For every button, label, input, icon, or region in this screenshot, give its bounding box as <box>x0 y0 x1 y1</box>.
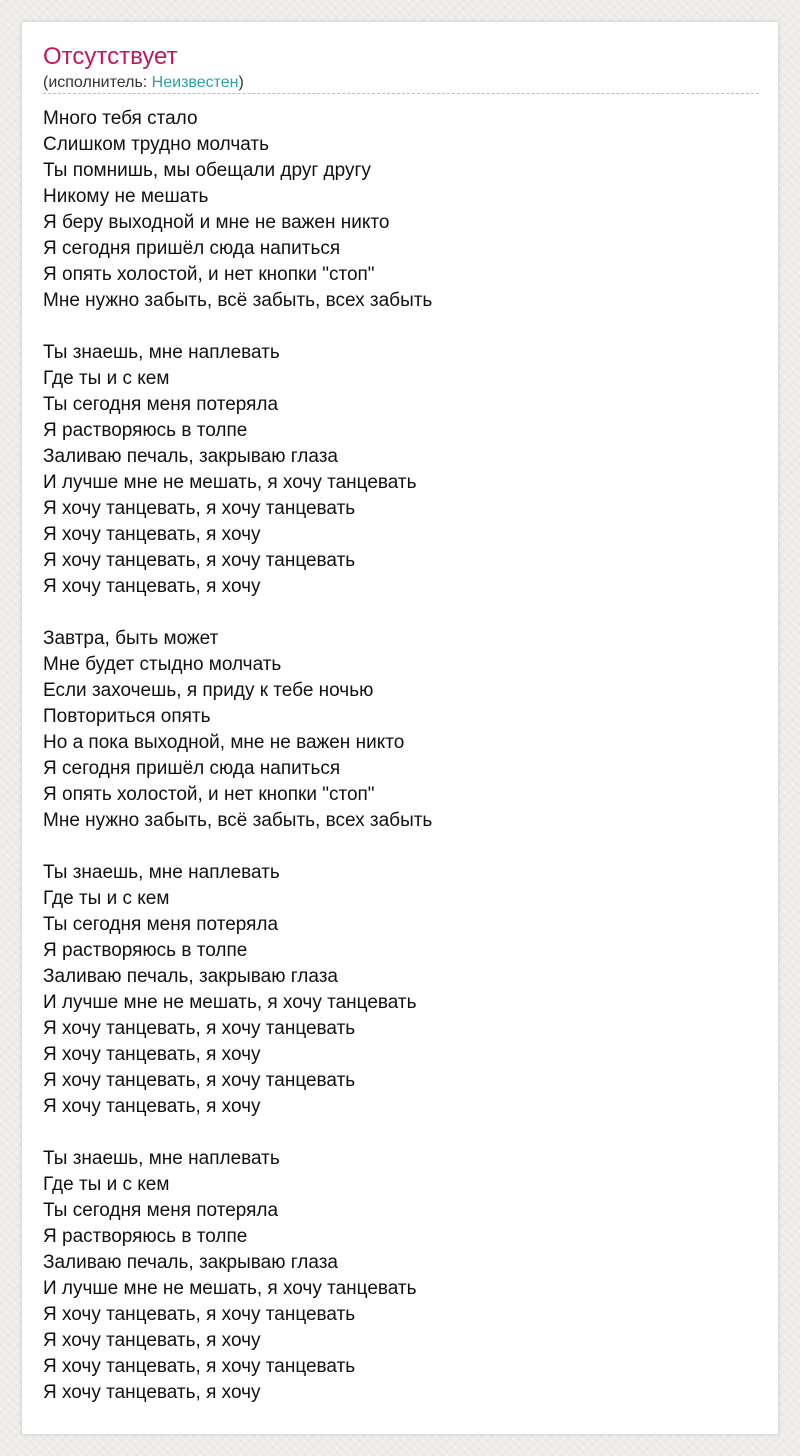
lyric-line: Но а пока выходной, мне не важен никто <box>43 732 405 753</box>
lyrics-card <box>21 21 779 1435</box>
lyric-line: Мне нужно забыть, всё забыть, всех забыть <box>43 290 433 311</box>
artist-link[interactable]: Неизвестен <box>151 74 239 91</box>
lyric-line: Я растворяюсь в толпе <box>43 1226 248 1247</box>
lyric-line: Ты сегодня меня потеряла <box>43 1200 279 1221</box>
lyric-line: Заливаю печаль, закрываю глаза <box>43 446 338 467</box>
stanza <box>43 340 759 600</box>
lyric-line: Ты сегодня меня потеряла <box>43 914 279 935</box>
lyric-line: Слишком трудно молчать <box>43 134 269 155</box>
lyric-line: Если захочешь, я приду к тебе ночью <box>43 680 374 701</box>
lyric-line: Я хочу танцевать, я хочу танцевать <box>43 1018 356 1039</box>
lyric-line: И лучше мне не мешать, я хочу танцевать <box>43 472 417 493</box>
lyric-line: Я хочу танцевать, я хочу танцевать <box>43 498 356 519</box>
stanza-gap <box>43 834 759 860</box>
lyric-line: Много тебя стало <box>43 108 198 129</box>
stanza <box>43 626 759 834</box>
lyric-line: Ты сегодня меня потеряла <box>43 394 279 415</box>
lyric-line: Я растворяюсь в толпе <box>43 940 248 961</box>
lyric-line: Я опять холостой, и нет кнопки "стоп" <box>43 264 375 285</box>
lyric-line: Я хочу танцевать, я хочу <box>43 576 261 597</box>
lyric-line: И лучше мне не мешать, я хочу танцевать <box>43 1278 417 1299</box>
lyric-line: Я хочу танцевать, я хочу <box>43 1382 261 1403</box>
lyric-line: Я хочу танцевать, я хочу танцевать <box>43 1070 356 1091</box>
lyric-line: Ты помнишь, мы обещали друг другу <box>43 160 371 181</box>
lyric-line: Я хочу танцевать, я хочу <box>43 1044 261 1065</box>
lyric-line: Никому не мешать <box>43 186 209 207</box>
song-title: Отсутствует <box>43 43 178 70</box>
stanza-gap <box>43 1120 759 1146</box>
lyric-line: Ты знаешь, мне наплевать <box>43 342 280 363</box>
lyric-line: Я хочу танцевать, я хочу танцевать <box>43 1356 356 1377</box>
artist-suffix: ) <box>238 74 244 91</box>
stanza <box>43 1146 759 1406</box>
lyric-line: Мне нужно забыть, всё забыть, всех забыть <box>43 810 433 831</box>
lyric-line: Я сегодня пришёл сюда напиться <box>43 758 341 779</box>
stanza <box>43 860 759 1120</box>
lyric-line: Я хочу танцевать, я хочу <box>43 524 261 545</box>
lyric-line: Я хочу танцевать, я хочу <box>43 1096 261 1117</box>
lyric-line: Заливаю печаль, закрываю глаза <box>43 1252 338 1273</box>
lyric-line: Завтра, быть может <box>43 628 219 649</box>
lyric-line: Где ты и с кем <box>43 1174 170 1195</box>
lyric-line: Где ты и с кем <box>43 368 170 389</box>
lyric-line: Я опять холостой, и нет кнопки "стоп" <box>43 784 375 805</box>
lyric-line: Ты знаешь, мне наплевать <box>43 1148 280 1169</box>
stanza-gap <box>43 600 759 626</box>
artist-prefix: (исполнитель: <box>43 74 152 91</box>
lyric-line: Заливаю печаль, закрываю глаза <box>43 966 338 987</box>
lyric-line: Я хочу танцевать, я хочу танцевать <box>43 1304 356 1325</box>
lyric-line: Повториться опять <box>43 706 211 727</box>
lyric-line: Я хочу танцевать, я хочу танцевать <box>43 550 356 571</box>
stanza <box>43 106 759 314</box>
lyric-line: Я растворяюсь в толпе <box>43 420 248 441</box>
lyric-line: Я беру выходной и мне не важен никто <box>43 212 390 233</box>
lyric-line: Мне будет стыдно молчать <box>43 654 282 675</box>
lyric-line: И лучше мне не мешать, я хочу танцевать <box>43 992 417 1013</box>
lyric-line: Я хочу танцевать, я хочу <box>43 1330 261 1351</box>
lyrics-body <box>43 106 759 1406</box>
stanza-gap <box>43 314 759 340</box>
lyric-line: Ты знаешь, мне наплевать <box>43 862 280 883</box>
artist-line <box>43 73 244 93</box>
lyric-line: Я сегодня пришёл сюда напиться <box>43 238 341 259</box>
lyric-line: Где ты и с кем <box>43 888 170 909</box>
title-divider <box>43 93 759 94</box>
